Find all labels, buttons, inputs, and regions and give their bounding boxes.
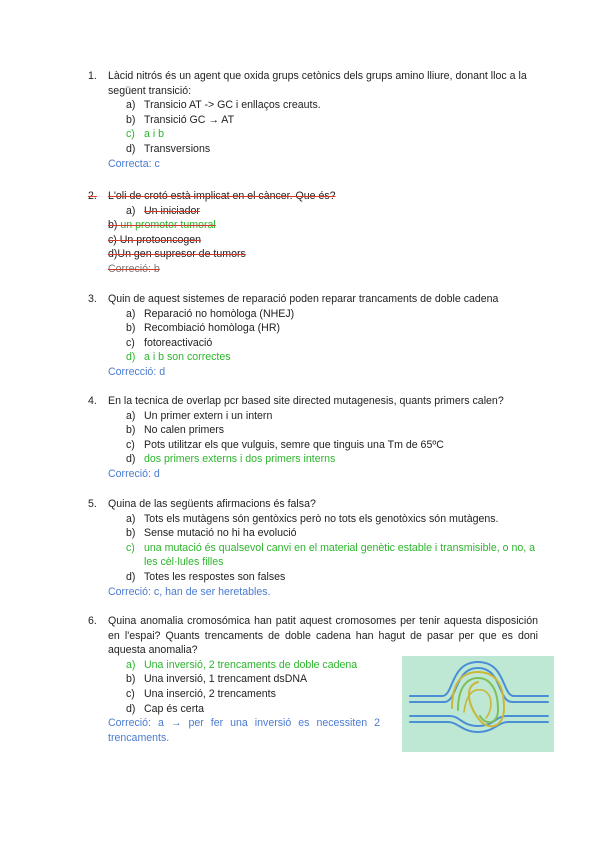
option-b: b) Transició GC → AT (126, 113, 235, 126)
question-text: Quina anomalia cromosómica han patit aquest cromosomes per tenir aquesta disposición en l'espai? Quants trencaments de doble cadena han hagut de pasar per que es doni aquesta anomalia? (108, 615, 538, 657)
option-a: a) Tots els mutàgens són gentòxics però no tots els genotòxics són mutàgens. (126, 512, 499, 525)
options-list (126, 409, 538, 467)
question-1 (88, 69, 538, 171)
answer-note: Correció: d (108, 467, 160, 480)
chromosome-inversion-loop-icon (402, 656, 554, 752)
option-a: a) Reparació no homòloga (NHEJ) (126, 307, 295, 320)
question-2-struck (88, 189, 538, 277)
options-list (126, 512, 538, 585)
option-b: b) Una inversió, 1 trencament dsDNA (126, 673, 308, 686)
option-d-correct: d) dos primers externs i dos primers interns (126, 453, 336, 466)
option-b: b) Recombiació homòloga (HR) (126, 322, 281, 335)
option-c: c) fotoreactivació (126, 336, 213, 349)
option-c-correct: c) una mutació és qualsevol canvi en el material genètic estable i transmisible, o no, a les cèl·lules filles (126, 541, 536, 569)
option-b-correct: b) un promotor tumoral (108, 219, 216, 232)
answer-note: Correcta: c (108, 157, 160, 170)
option-b: b) Sense mutació no hi ha evolució (126, 527, 297, 540)
question-text: Quina de las següents afirmacions és falsa? (108, 498, 316, 510)
answer-note: Correció: b (108, 262, 160, 275)
option-d: d) Transversions (126, 142, 211, 155)
question-text: Quin de aquest sistemes de reparació poden reparar trancaments de doble cadena (108, 293, 499, 305)
option-c: c) Una inserció, 2 trencaments (126, 687, 276, 700)
question-number: 4. (88, 395, 97, 407)
question-text: En la tecnica de overlap pcr based site directed mutagenesis, quants primers calen? (108, 395, 504, 407)
option-a: a) Un primer extern i un intern (126, 409, 273, 422)
question-number: 2. (88, 190, 97, 202)
option-a: a) Un iniciador (126, 204, 200, 217)
option-b: b) No calen primers (126, 424, 225, 437)
chromosome-inversion-figure (402, 656, 554, 752)
question-number: 5. (88, 498, 97, 510)
options-list (126, 98, 538, 156)
option-d-correct: d) a i b son correctes (126, 351, 231, 364)
answer-note: Correció: c, han de ser heretables. (108, 585, 271, 598)
option-c: c) Pots utilitzar els que vulguis, semre que tinguis una Tm de 65ºC (126, 438, 444, 451)
question-3 (88, 292, 538, 380)
answer-note: Correció: a → per fer una inversió es necessiten 2 trencaments. (108, 717, 380, 744)
question-number: 3. (88, 293, 97, 305)
question-text: L'oli de crotó està implicat en el càncer. Que és? (108, 190, 336, 202)
option-d: d) Totes les respostes son falses (126, 570, 286, 583)
question-4 (88, 394, 538, 482)
option-c-correct: c) a i b (126, 128, 165, 141)
options-list (126, 307, 538, 365)
question-number: 6. (88, 615, 97, 627)
option-d: d)Un gen supresor de tumors (108, 248, 246, 261)
answer-note: Correcció: d (108, 365, 166, 378)
option-d: d) Cap és certa (126, 702, 205, 715)
option-c: c) Un protooncogen (108, 233, 202, 246)
question-5 (88, 497, 538, 599)
option-a-correct: a) Una inversió, 2 trencaments de doble cadena (126, 658, 358, 671)
question-number: 1. (88, 70, 97, 82)
question-text: Làcid nitrós és un agent que oxida grups cetònics dels grups amino lliure, donant lloc a la següent transició: (108, 70, 527, 97)
option-a: a) Transicio AT -> GC i enllaços creauts. (126, 99, 321, 112)
